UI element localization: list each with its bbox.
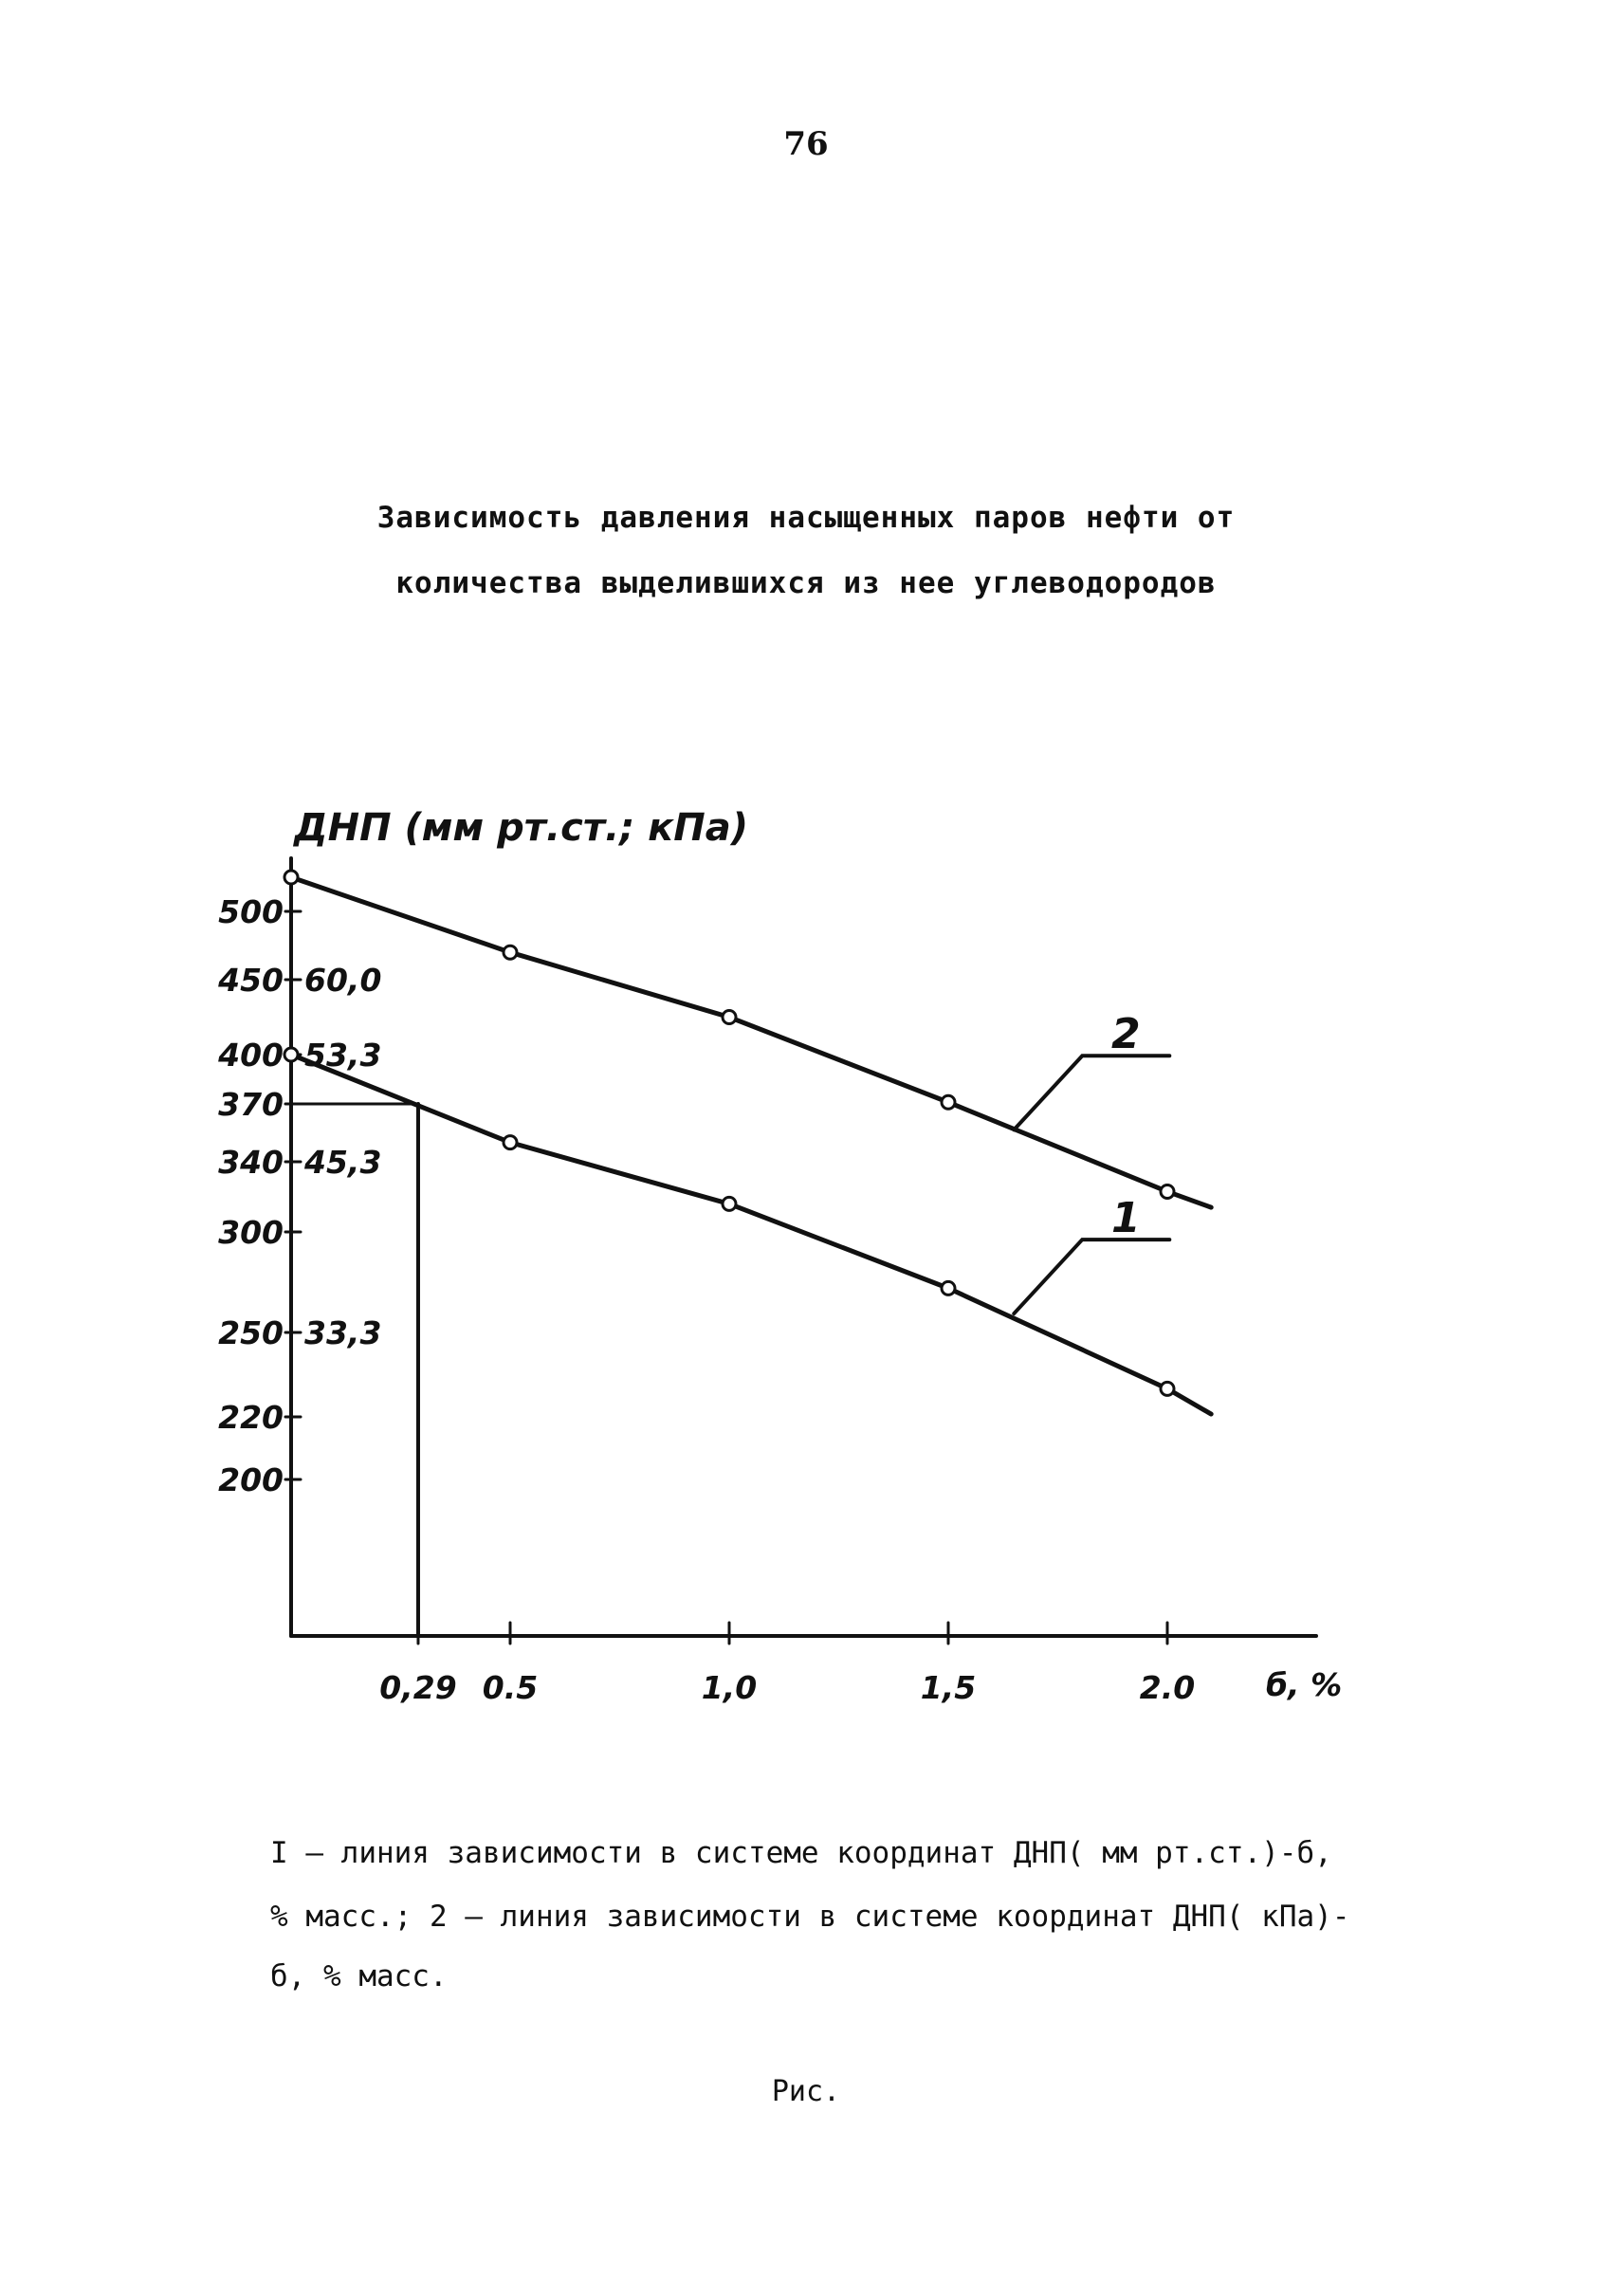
y-tick-label-mmhg: 400 bbox=[218, 1037, 284, 1074]
series-layer bbox=[284, 871, 1211, 1414]
y-tick-label-kpa: 33,3 bbox=[304, 1314, 382, 1351]
annotation-guides bbox=[291, 1104, 418, 1636]
figure-title-line-1: Зависимость давления насыщенных паров нефти от bbox=[376, 501, 1236, 535]
y-axis-label: ДНП (мм рт.ст.; кПа) bbox=[294, 806, 749, 850]
data-point bbox=[1161, 1382, 1174, 1395]
data-point bbox=[504, 1136, 517, 1149]
curve-label-leader bbox=[1014, 1056, 1169, 1130]
y-tick-label-kpa: 53,3 bbox=[304, 1037, 382, 1074]
page-number: 76 bbox=[783, 125, 829, 163]
data-point bbox=[284, 1048, 298, 1061]
data-point bbox=[284, 871, 298, 884]
curve-label-leader bbox=[1014, 1240, 1169, 1313]
data-point bbox=[723, 1197, 736, 1210]
y-tick-label-mmhg: 250 bbox=[218, 1314, 284, 1351]
labels-layer bbox=[217, 893, 1195, 1706]
x-tick-label: 0.5 bbox=[482, 1669, 539, 1706]
series-line-1 bbox=[291, 1055, 1211, 1414]
caption-line-3: б, % масс. bbox=[270, 1959, 448, 1993]
caption-line-2: % масс.; 2 – линия зависимости в системе координат ДНП( кПа)- bbox=[270, 1900, 1350, 1934]
y-tick-label-mmhg: 200 bbox=[218, 1461, 284, 1498]
data-point bbox=[723, 1011, 736, 1024]
y-tick-label-mmhg: 370 bbox=[218, 1086, 284, 1123]
chart-axes bbox=[285, 858, 1316, 1644]
y-tick-label-mmhg: 500 bbox=[218, 893, 284, 930]
curve-label: 1 bbox=[1110, 1194, 1141, 1243]
x-tick-label: 0,29 bbox=[379, 1669, 457, 1706]
figure-label: Рис. bbox=[771, 2075, 841, 2108]
data-point bbox=[1161, 1185, 1174, 1198]
y-tick-label-mmhg: 300 bbox=[218, 1214, 284, 1251]
x-tick-label: 1,0 bbox=[701, 1669, 758, 1706]
data-point bbox=[942, 1095, 955, 1109]
y-tick-label-kpa: 60,0 bbox=[304, 962, 382, 999]
data-point bbox=[504, 946, 517, 959]
curve-label: 2 bbox=[1110, 1010, 1141, 1059]
figure-title-line-2: количества выделившихся из нее углеводородов bbox=[395, 566, 1217, 600]
y-tick-label-mmhg: 220 bbox=[218, 1399, 284, 1436]
data-point bbox=[942, 1281, 955, 1295]
y-tick-label-kpa: 45,3 bbox=[304, 1144, 382, 1181]
x-tick-label: 2.0 bbox=[1139, 1669, 1196, 1706]
y-tick-label-mmhg: 340 bbox=[218, 1144, 284, 1181]
series-line-2 bbox=[291, 877, 1211, 1207]
y-tick-label-mmhg: 450 bbox=[218, 962, 284, 999]
x-tick-label: 1,5 bbox=[920, 1669, 977, 1706]
x-axis-label: б, % bbox=[1266, 1666, 1343, 1703]
caption-line-1: I – линия зависимости в системе координат ДНП( мм рт.ст.)-б, bbox=[270, 1836, 1332, 1870]
